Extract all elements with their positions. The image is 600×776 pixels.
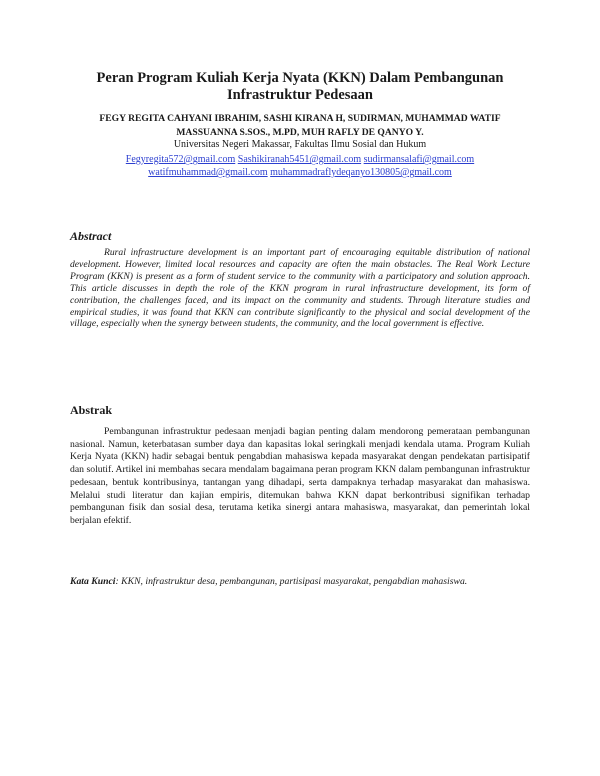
email-link[interactable]: Fegyregita572@gmail.com [125,154,236,165]
email-link[interactable]: sudirmansalafi@gmail.com [363,154,475,165]
abstrak-heading: Abstrak [70,403,113,417]
email-link[interactable]: muhammadraflydeqanyo130805@gmail.com [270,167,452,178]
affiliation: Universitas Negeri Makassar, Fakultas Ilmu Sosial dan Hukum [173,139,427,150]
abstract-text: Rural infrastructure development is an important part of encouraging equitable distribution of national development. However, limited local resources and capacity are often the main obstacles. The Real Work Lecture Program (KKN) is present as a form of student service to the community with a participatory and solution approach. This article discusses in depth the role of the KKN program in rural infrastructure development, its form of contribution, the challenges faced, and its impact on the community and students. Through literature studies and empirical studies, it was found that KKN can contribute significantly to the physical and social development of the village, especially when the synergy between students, the community, and the local government is effective. [70,247,530,330]
email-link[interactable]: watifmuhammad@gmail.com [148,167,268,178]
title-line-1: Peran Program Kuliah Kerja Nyata (KKN) Dalam Pembangunan [96,70,504,86]
keywords-label: Kata Kunci [70,576,116,587]
abstract-heading: Abstract [70,229,112,243]
authors-line-1: FEGY REGITA CAHYANI IBRAHIM, SASHI KIRANA H, SUDIRMAN, MUHAMMAD WATIF [99,113,501,124]
abstrak-text: Pembangunan infrastruktur pedesaan menjadi bagian penting dalam mendorong pemerataan pembangunan nasional. Namun, keterbatasan sumber daya dan kapasitas lokal seringkali menjadi kendala utama. Program Kuliah Kerja Nyata (KKN) hadir sebagai bentuk pengabdian mahasiswa kepada masyarakat dengan pendekatan partisipatif dan solutif. Artikel ini membahas secara mendalam bagaimana peran program KKN dalam pembangunan infrastruktur pedesaan, bentuk kontribusinya, tantangan yang dihadapi, serta dampaknya terhadap masyarakat dan mahasiswa. Melalui studi literatur dan kajian empiris, ditemukan bahwa KKN dapat berkontribusi signifikan terhadap pembangunan fisik dan sosial desa, terutama ketika sinergi antara mahasiswa, masyarakat, dan pemerintah lokal berjalan efektif. [70,426,530,526]
title-line-2: Infrastruktur Pedesaan [227,87,373,103]
paper-title [60,70,540,104]
authors-line-2: MASSUANNA S.SOS., M.PD, MUH RAFLY DE QANYO Y. [176,127,424,138]
author-list [66,112,534,140]
keywords-text: : KKN, infrastruktur desa, pembangunan, partisipasi masyarakat, pengabdian mahasiswa. [115,576,468,587]
keywords [70,575,530,588]
email-list [60,153,540,179]
email-link[interactable]: Sashikiranah5451@gmail.com [237,154,362,165]
